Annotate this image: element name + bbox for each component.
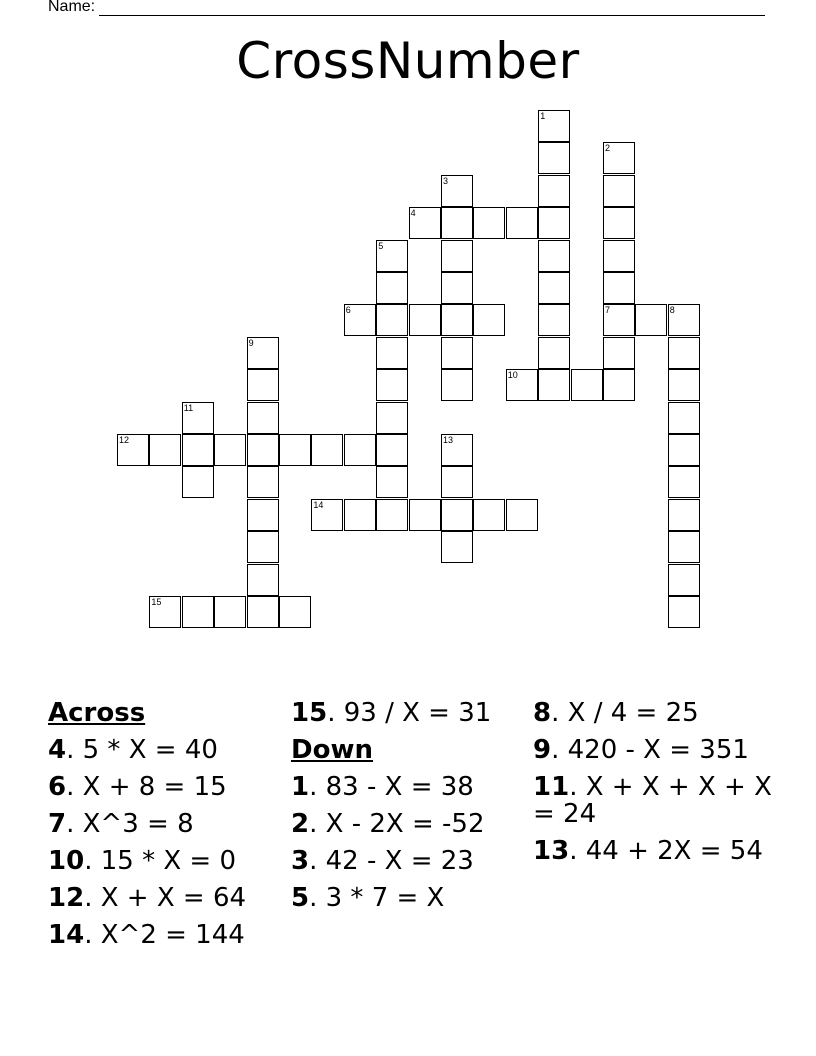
- grid-cell[interactable]: [538, 110, 570, 142]
- grid-cell[interactable]: [247, 402, 279, 434]
- grid-cell[interactable]: [603, 304, 635, 336]
- grid-cell[interactable]: [635, 304, 667, 336]
- grid-cell[interactable]: [409, 499, 441, 531]
- cell-number: 14: [313, 499, 324, 510]
- clue-number: 15: [291, 698, 328, 728]
- clue-number: 8: [533, 698, 552, 728]
- clue-text: . 3 * 7 = X: [309, 883, 445, 913]
- grid-cell[interactable]: [376, 240, 408, 272]
- grid-cell[interactable]: [182, 466, 214, 498]
- grid-cell[interactable]: [473, 499, 505, 531]
- grid-cell[interactable]: [247, 564, 279, 596]
- grid-cell[interactable]: [603, 272, 635, 304]
- page-title: CrossNumber: [236, 32, 580, 90]
- clue-text: . X + X = 64: [84, 883, 247, 913]
- grid-cell[interactable]: [473, 304, 505, 336]
- cell-number: 3: [443, 175, 449, 186]
- grid-cell[interactable]: [344, 499, 376, 531]
- clue-number: 4: [48, 735, 67, 765]
- grid-cell[interactable]: [506, 369, 538, 401]
- cell-number: 1: [540, 111, 546, 121]
- grid-cell[interactable]: [668, 369, 700, 401]
- grid-cell[interactable]: [538, 272, 570, 304]
- down-heading: Down: [291, 735, 373, 765]
- grid-cell[interactable]: [538, 240, 570, 272]
- cell-number: 8: [669, 305, 675, 316]
- clue-number: 6: [48, 772, 67, 802]
- clue-number: 2: [291, 809, 310, 839]
- grid-cell[interactable]: [571, 369, 603, 401]
- clue-down-1: [291, 774, 521, 801]
- grid-cell[interactable]: [247, 434, 279, 466]
- clue-across-7: [48, 811, 278, 838]
- grid-cell[interactable]: [182, 596, 214, 628]
- grid-cell[interactable]: [441, 272, 473, 304]
- grid-cell[interactable]: [538, 207, 570, 239]
- grid-cell[interactable]: [538, 337, 570, 369]
- grid-cell[interactable]: [603, 142, 635, 174]
- clue-number: 3: [291, 846, 310, 876]
- grid-cell[interactable]: [182, 434, 214, 466]
- clues-column-1: [48, 700, 278, 959]
- grid-cell[interactable]: [668, 564, 700, 596]
- grid-cell[interactable]: [441, 304, 473, 336]
- grid-cell[interactable]: [441, 240, 473, 272]
- grid-cell[interactable]: [603, 369, 635, 401]
- grid-cell[interactable]: [441, 531, 473, 563]
- grid-cell[interactable]: [376, 434, 408, 466]
- grid-cell[interactable]: [538, 175, 570, 207]
- grid-cell[interactable]: [247, 531, 279, 563]
- clues-column-3: [533, 700, 773, 875]
- grid-cell[interactable]: [538, 369, 570, 401]
- grid-cell[interactable]: [376, 337, 408, 369]
- clue-text: . 420 - X = 351: [551, 735, 749, 765]
- clue-number: 14: [48, 920, 85, 950]
- name-label: Name:: [48, 0, 96, 15]
- clue-down-3: [291, 848, 521, 875]
- grid-cell[interactable]: [279, 434, 311, 466]
- clue-text: . X / 4 = 25: [551, 698, 699, 728]
- grid-cell[interactable]: [117, 434, 149, 466]
- clue-across-14: [48, 922, 278, 949]
- grid-cell[interactable]: [603, 337, 635, 369]
- cell-number: 9: [248, 337, 254, 348]
- grid-cell[interactable]: [668, 434, 700, 466]
- clue-text: . X + 8 = 15: [66, 772, 227, 802]
- grid-cell[interactable]: [311, 499, 343, 531]
- grid-cell[interactable]: [409, 207, 441, 239]
- grid-cell[interactable]: [279, 596, 311, 628]
- grid-cell[interactable]: [441, 499, 473, 531]
- grid-cell[interactable]: [247, 369, 279, 401]
- grid-cell[interactable]: [376, 466, 408, 498]
- clue-text: . 15 * X = 0: [84, 846, 236, 876]
- cell-number: 6: [345, 305, 351, 316]
- grid-cell[interactable]: [376, 272, 408, 304]
- grid-cell[interactable]: [344, 434, 376, 466]
- clue-text: . X + X + X + X = 24: [533, 772, 772, 829]
- clue-number: 11: [533, 772, 570, 802]
- grid-cell[interactable]: [311, 434, 343, 466]
- grid-cell[interactable]: [506, 499, 538, 531]
- grid-cell[interactable]: [247, 466, 279, 498]
- grid-cell[interactable]: [149, 434, 181, 466]
- grid-cell[interactable]: [376, 402, 408, 434]
- clue-number: 5: [291, 883, 310, 913]
- grid-cell[interactable]: [603, 175, 635, 207]
- cell-number: 5: [378, 240, 384, 251]
- grid-cell[interactable]: [603, 240, 635, 272]
- grid-cell[interactable]: [668, 466, 700, 498]
- grid-cell[interactable]: [247, 499, 279, 531]
- clue-number: 1: [291, 772, 310, 802]
- grid-cell[interactable]: [473, 207, 505, 239]
- clue-number: 13: [533, 836, 570, 866]
- clue-text: . 42 - X = 23: [309, 846, 474, 876]
- clue-text: . 83 - X = 38: [309, 772, 474, 802]
- grid-cell[interactable]: [668, 499, 700, 531]
- grid-cell[interactable]: [441, 207, 473, 239]
- grid-cell[interactable]: [441, 434, 473, 466]
- grid-cell[interactable]: [441, 466, 473, 498]
- grid-cell[interactable]: [376, 304, 408, 336]
- clues-column-2: [291, 700, 521, 922]
- cell-number: 7: [605, 305, 611, 316]
- clue-down-11: [533, 774, 773, 828]
- cell-number: 10: [507, 370, 518, 381]
- clue-across-15: [291, 700, 521, 727]
- grid-cell[interactable]: [441, 369, 473, 401]
- grid-cell[interactable]: [441, 175, 473, 207]
- cell-number: 4: [410, 208, 416, 219]
- cell-number: 12: [119, 435, 130, 445]
- grid-cell[interactable]: [182, 402, 214, 434]
- grid-cell[interactable]: [214, 596, 246, 628]
- grid-cell[interactable]: [214, 434, 246, 466]
- clue-across-12: [48, 885, 278, 912]
- clue-text: . X^2 = 144: [84, 920, 245, 950]
- grid-cell[interactable]: [376, 499, 408, 531]
- clue-text: . X^3 = 8: [66, 809, 194, 839]
- clue-number: 10: [48, 846, 85, 876]
- clue-text: . 5 * X = 40: [66, 735, 218, 765]
- grid-cell[interactable]: [506, 207, 538, 239]
- cell-number: 11: [183, 402, 194, 413]
- grid-cell[interactable]: [603, 207, 635, 239]
- grid-cell[interactable]: [668, 337, 700, 369]
- clue-down-2: [291, 811, 521, 838]
- grid-cell[interactable]: [668, 596, 700, 628]
- cell-number: 13: [443, 435, 454, 445]
- grid-cell[interactable]: [441, 337, 473, 369]
- across-heading: Across: [48, 698, 146, 728]
- clue-down-9: [533, 737, 773, 764]
- grid-cell[interactable]: [668, 402, 700, 434]
- clue-across-10: [48, 848, 278, 875]
- clue-number: 7: [48, 809, 67, 839]
- clue-down-5: [291, 885, 521, 912]
- grid-cell[interactable]: [247, 337, 279, 369]
- grid-cell[interactable]: [376, 369, 408, 401]
- clue-text: . X - 2X = -52: [309, 809, 485, 839]
- grid-cell[interactable]: [668, 531, 700, 563]
- clue-across-4: [48, 737, 278, 764]
- clue-text: . 44 + 2X = 54: [569, 836, 763, 866]
- grid-cell[interactable]: [344, 304, 376, 336]
- cell-number: 2: [605, 143, 611, 154]
- clue-down-8: [533, 700, 773, 727]
- clue-down-13: [533, 838, 773, 865]
- clue-across-6: [48, 774, 278, 801]
- clue-text: . 93 / X = 31: [327, 698, 492, 728]
- grid-cell[interactable]: [149, 596, 181, 628]
- grid-cell[interactable]: [538, 304, 570, 336]
- cell-number: 15: [151, 597, 162, 607]
- grid-cell[interactable]: [668, 304, 700, 336]
- grid-cell[interactable]: [538, 142, 570, 174]
- clue-number: 9: [533, 735, 552, 765]
- grid-cell[interactable]: [247, 596, 279, 628]
- clue-number: 12: [48, 883, 85, 913]
- grid-cell[interactable]: [409, 304, 441, 336]
